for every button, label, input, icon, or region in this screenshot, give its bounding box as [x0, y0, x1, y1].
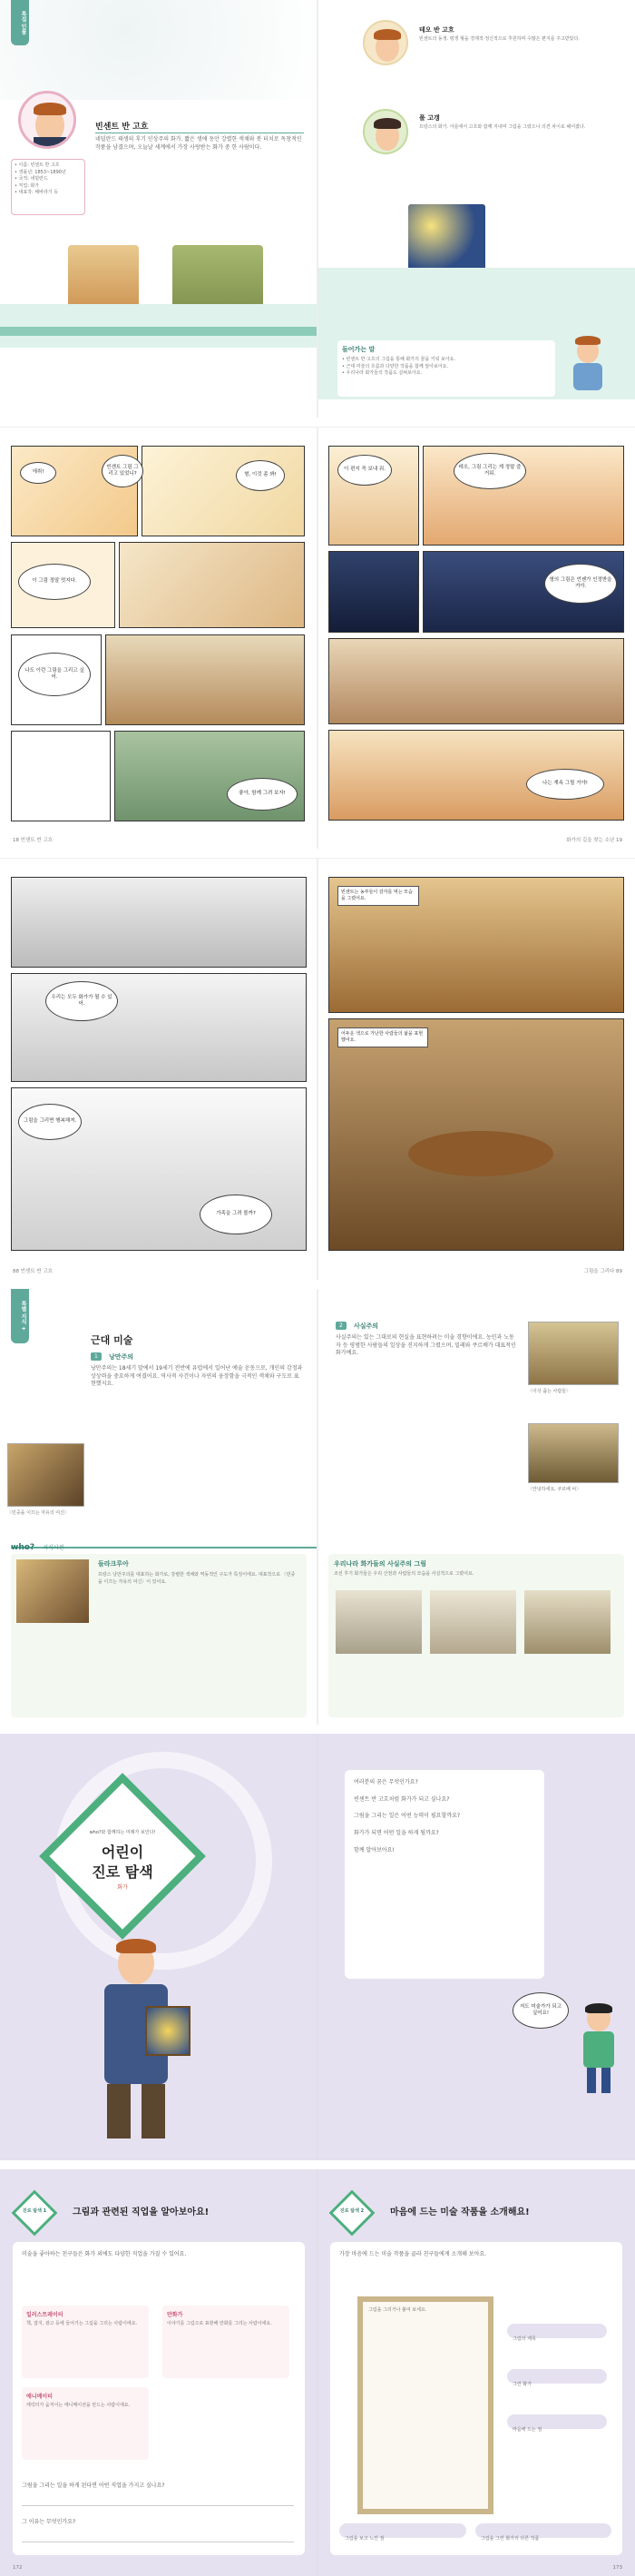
series-line: who?와 함께하는 미래가 보인다!: [89, 1830, 156, 1835]
who-banner: [11, 1536, 318, 1552]
gutter: [317, 2169, 318, 2576]
painting-courbet: [528, 1423, 619, 1483]
comic-panel-5: [328, 638, 624, 724]
field-tag[interactable]: 그림의 제목: [507, 2324, 607, 2338]
right-page: [318, 428, 635, 849]
comic-panel-6: [105, 634, 305, 725]
field-tag[interactable]: 그린 화가: [507, 2369, 607, 2384]
section-title: 사실주의: [354, 1322, 379, 1330]
speech-bubble: 형, 이것 좀 봐!: [236, 460, 285, 491]
comic-panel-3: [328, 551, 419, 633]
painting-gleaners: [528, 1322, 619, 1385]
qa-card: [345, 1770, 544, 1979]
frame-label: 그림을 그리거나 붙여 보세요.: [368, 2307, 427, 2313]
portrait-badge: [18, 91, 76, 149]
guide-box: 들어가는 말 • 빈센트 반 고흐의 그림을 통해 화가의 꿈을 키워 보아요. • 근대 미술의 흐름과 다양한 작품을 함께 알아보아요. • 우리나라 화가들의 작품도 살펴보아요.: [337, 340, 555, 397]
comic-panel-1: [11, 877, 307, 968]
title-line-1: 어린이: [101, 1844, 144, 1861]
section-tag: 1: [91, 1352, 102, 1361]
field-tag[interactable]: 그림을 그린 화가의 다른 작품: [475, 2523, 611, 2538]
gutter: [317, 859, 318, 1280]
comic-panel-7: [11, 731, 111, 821]
left-page: [0, 1734, 318, 2160]
speech-bubble: 이 그림 정말 멋지다.: [18, 564, 91, 600]
gutter: [317, 0, 318, 418]
box-image: [16, 1559, 89, 1623]
comic-panel-2: [142, 446, 305, 536]
right-page: [318, 2169, 635, 2576]
content-card: [330, 2242, 622, 2555]
kid-speech-bubble: 저도 미술가가 되고 싶어요!: [513, 1992, 569, 2029]
caption-box: 어두운 색으로 가난한 사람들의 삶을 표현했어요.: [337, 1027, 428, 1047]
section-tag: 2: [336, 1322, 347, 1330]
left-page: [0, 428, 318, 849]
speech-bubble: 테오, 그림 그리는 게 정말 즐거워.: [454, 453, 526, 489]
right-page: [318, 0, 635, 418]
caption-box: 빈센트는 농부들이 감자를 먹는 모습을 그렸어요.: [337, 886, 419, 906]
spread-6: [0, 2169, 635, 2576]
chapter-title: 근대 미술: [91, 1334, 133, 1346]
section-heading: 그림과 관련된 직업을 알아보아요!: [73, 2207, 210, 2217]
job-card: [22, 2306, 149, 2378]
job-desc: 책, 잡지, 광고 등에 들어가는 그림을 그리는 사람이에요.: [26, 2321, 138, 2326]
comic-panel-4: [119, 542, 305, 628]
qa-line: 빈센트 반 고흐처럼 화가가 되고 싶나요?: [354, 1795, 450, 1803]
portrait-theo: [363, 20, 408, 65]
guide-title: 들어가는 말: [342, 346, 376, 353]
spread-2: [0, 427, 635, 849]
section-title: 낭만주의: [109, 1353, 134, 1361]
qa-line: 함께 알아보아요!: [354, 1846, 395, 1853]
job-card: [22, 2387, 149, 2460]
job-card: [162, 2306, 289, 2378]
gutter: [317, 428, 318, 849]
theo-desc: 빈센트의 동생. 평생 형을 경제적·정신적으로 후원하며 수많은 편지를 주고받았다.: [419, 36, 580, 42]
content-card: [13, 2242, 305, 2555]
job-title: 일러스트레이터: [26, 2312, 64, 2318]
job-title: 만화가: [167, 2312, 183, 2318]
info-box: • 이름: 빈센트 반 고흐 • 생몰년: 1853~1890년 • 국적: 네덜란드 • 직업: 화가 • 대표작: 해바라기 등: [11, 159, 85, 215]
section-badge-label: 진로 탐색 1: [22, 2208, 47, 2214]
info-box-2: [328, 1554, 624, 1717]
field-tag[interactable]: 마음에 드는 점: [507, 2414, 607, 2429]
page-number: 173: [612, 2565, 622, 2571]
intro-text: 미술을 좋아하는 친구들은 화가 외에도 다양한 직업을 가질 수 있어요.: [22, 2251, 187, 2257]
left-page: [0, 0, 318, 418]
spread-4: [0, 1289, 635, 1725]
speech-bubble: 이 편지 꼭 보내 줘.: [337, 455, 392, 486]
who-sub: 지식사전: [43, 1545, 64, 1551]
box-title: 우리나라 화가들의 사실주의 그림: [334, 1560, 426, 1568]
title-line-2: 진로 탐색: [92, 1863, 153, 1881]
comic-panel-2: [423, 446, 624, 546]
mint-ribbon: [0, 327, 318, 336]
painting-caption: 〈안녕하세요, 쿠르베 씨〉: [528, 1487, 581, 1492]
theo-name: 테오 반 고흐: [419, 26, 454, 34]
answer-line[interactable]: [22, 2505, 294, 2506]
left-page: [0, 859, 318, 1280]
subtitle: 화가: [117, 1884, 128, 1891]
speech-bubble: 그림을 그리면 행복해져.: [18, 1104, 82, 1140]
painting-caption: 〈민중을 이끄는 자유의 여신〉: [7, 1510, 69, 1516]
main-person-name: 빈센트 반 고흐: [95, 123, 149, 132]
left-page: [0, 2169, 318, 2576]
mint-band: [0, 304, 318, 348]
gutter: [317, 1289, 318, 1725]
qa-line: 화가가 되면 어떤 일을 하게 될까요?: [354, 1830, 439, 1837]
speech-bubble: 가족을 그려 볼까?: [200, 1195, 272, 1234]
speech-bubble: 나는 계속 그릴 거야!: [526, 769, 604, 800]
spread-3: [0, 858, 635, 1280]
page-footer: 18 빈센트 반 고흐: [13, 838, 54, 843]
spread-5: [0, 1734, 635, 2160]
portrait-gauguin: [363, 109, 408, 154]
box-body: 조선 후기 화가들은 우리 산천과 사람들의 모습을 사실적으로 그렸어요.: [334, 1571, 474, 1577]
job-desc: 캐릭터가 움직이는 애니메이션을 만드는 사람이에요.: [26, 2403, 131, 2408]
painting-illustration: [408, 204, 485, 277]
section-body: 낭만주의는 18세기 말에서 19세기 전반에 유럽에서 일어난 예술 운동으로, 개인의 감정과 상상력을 중요하게 여겼어요. 역사적 사건이나 자연의 웅장함을 극적인 색채와 구도로 표현했지요.: [91, 1365, 303, 1388]
map-background: [0, 0, 318, 100]
right-page: [318, 859, 635, 1280]
intro-text: 가장 마음에 드는 미술 작품을 골라 친구들에게 소개해 보아요.: [339, 2251, 487, 2257]
speech-bubble: 에취!: [20, 462, 56, 484]
qa-line: 여러분의 꿈은 무엇인가요?: [354, 1779, 418, 1785]
right-page: [318, 1734, 635, 2160]
speech-bubble: 나도 이런 그림을 그리고 싶어.: [18, 653, 91, 696]
info-box-1: [11, 1554, 307, 1717]
boy-illustration: [561, 336, 615, 398]
question-1: 그림을 그리는 일을 하게 된다면 어떤 직업을 가지고 싶나요?: [22, 2483, 165, 2489]
painting-caption: 〈이삭 줍는 사람들〉: [528, 1389, 571, 1394]
page-footer: 88 빈센트 반 고흐: [13, 1269, 54, 1274]
main-person-bio: 네덜란드 태생의 후기 인상주의 화가. 짧은 생애 동안 강렬한 색채와 붓 터치로 독창적인 작품을 남겼으며, 오늘날 세계에서 가장 사랑받는 화가 중 한 사람이다.: [95, 136, 302, 151]
corner-tab: 특별 지식 +: [11, 1289, 29, 1343]
job-desc: 이야기를 그림으로 표현해 만화를 그리는 사람이에요.: [167, 2321, 272, 2326]
section-heading: 마음에 드는 미술 작품을 소개해요!: [390, 2207, 530, 2217]
speech-bubble: 형의 그림은 언젠가 인정받을 거야.: [544, 564, 617, 604]
corner-tab: 특집 인물: [11, 0, 29, 45]
qa-line: 그림을 그리는 일은 어떤 능력이 필요할까요?: [354, 1813, 461, 1820]
van-gogh-figure: [91, 1942, 190, 2142]
field-tag[interactable]: 그림을 보고 느낀 점: [339, 2523, 466, 2538]
korean-painting-1: [336, 1590, 422, 1654]
gutter: [317, 1734, 318, 2160]
kid-illustration: [576, 2006, 621, 2097]
box-body: 프랑스 낭만주의를 대표하는 화가로, 강렬한 색채와 역동적인 구도가 특징이에요. 대표작으로 〈민중을 이끄는 자유의 여신〉이 있어요.: [98, 1572, 296, 1585]
korean-painting-3: [524, 1590, 611, 1654]
page-footer: 화가의 길을 찾는 소년 19: [566, 838, 622, 843]
painting-liberty: [7, 1443, 84, 1507]
page-number: 172: [13, 2565, 23, 2571]
gauguin-desc: 프랑스의 화가. 아를에서 고흐와 함께 지내며 그림을 그렸으나 의견 차이로 헤어졌다.: [419, 124, 586, 130]
speech-bubble: 좋아, 함께 그려 보자!: [227, 778, 298, 811]
job-title: 애니메이터: [26, 2394, 53, 2400]
page-footer: 그림을 그리다 89: [583, 1269, 622, 1274]
left-page: [0, 1289, 318, 1725]
section-body: 사실주의는 있는 그대로의 현실을 표현하려는 미술 경향이에요. 농민과 노동자 등 평범한 사람들의 일상을 진지하게 그렸으며, 밀레와 쿠르베가 대표적인 화가예요.: [336, 1334, 516, 1357]
korean-painting-2: [430, 1590, 516, 1654]
section-badge-label: 진로 탐색 2: [339, 2208, 365, 2214]
spread-1: [0, 0, 635, 418]
drawing-frame[interactable]: [357, 2296, 493, 2514]
who-label: who?: [11, 1543, 35, 1552]
table-illustration: [408, 1131, 553, 1176]
speech-bubble: 빈센트 그림 그리고 있었니?: [102, 455, 143, 487]
gauguin-name: 폴 고갱: [419, 114, 440, 122]
question-2: 그 이유는 무엇인가요?: [22, 2519, 76, 2525]
right-page: [318, 1289, 635, 1725]
box-title: 들라크루아: [98, 1560, 129, 1568]
speech-bubble: 우리는 모두 화가가 될 수 있어.: [45, 981, 118, 1021]
